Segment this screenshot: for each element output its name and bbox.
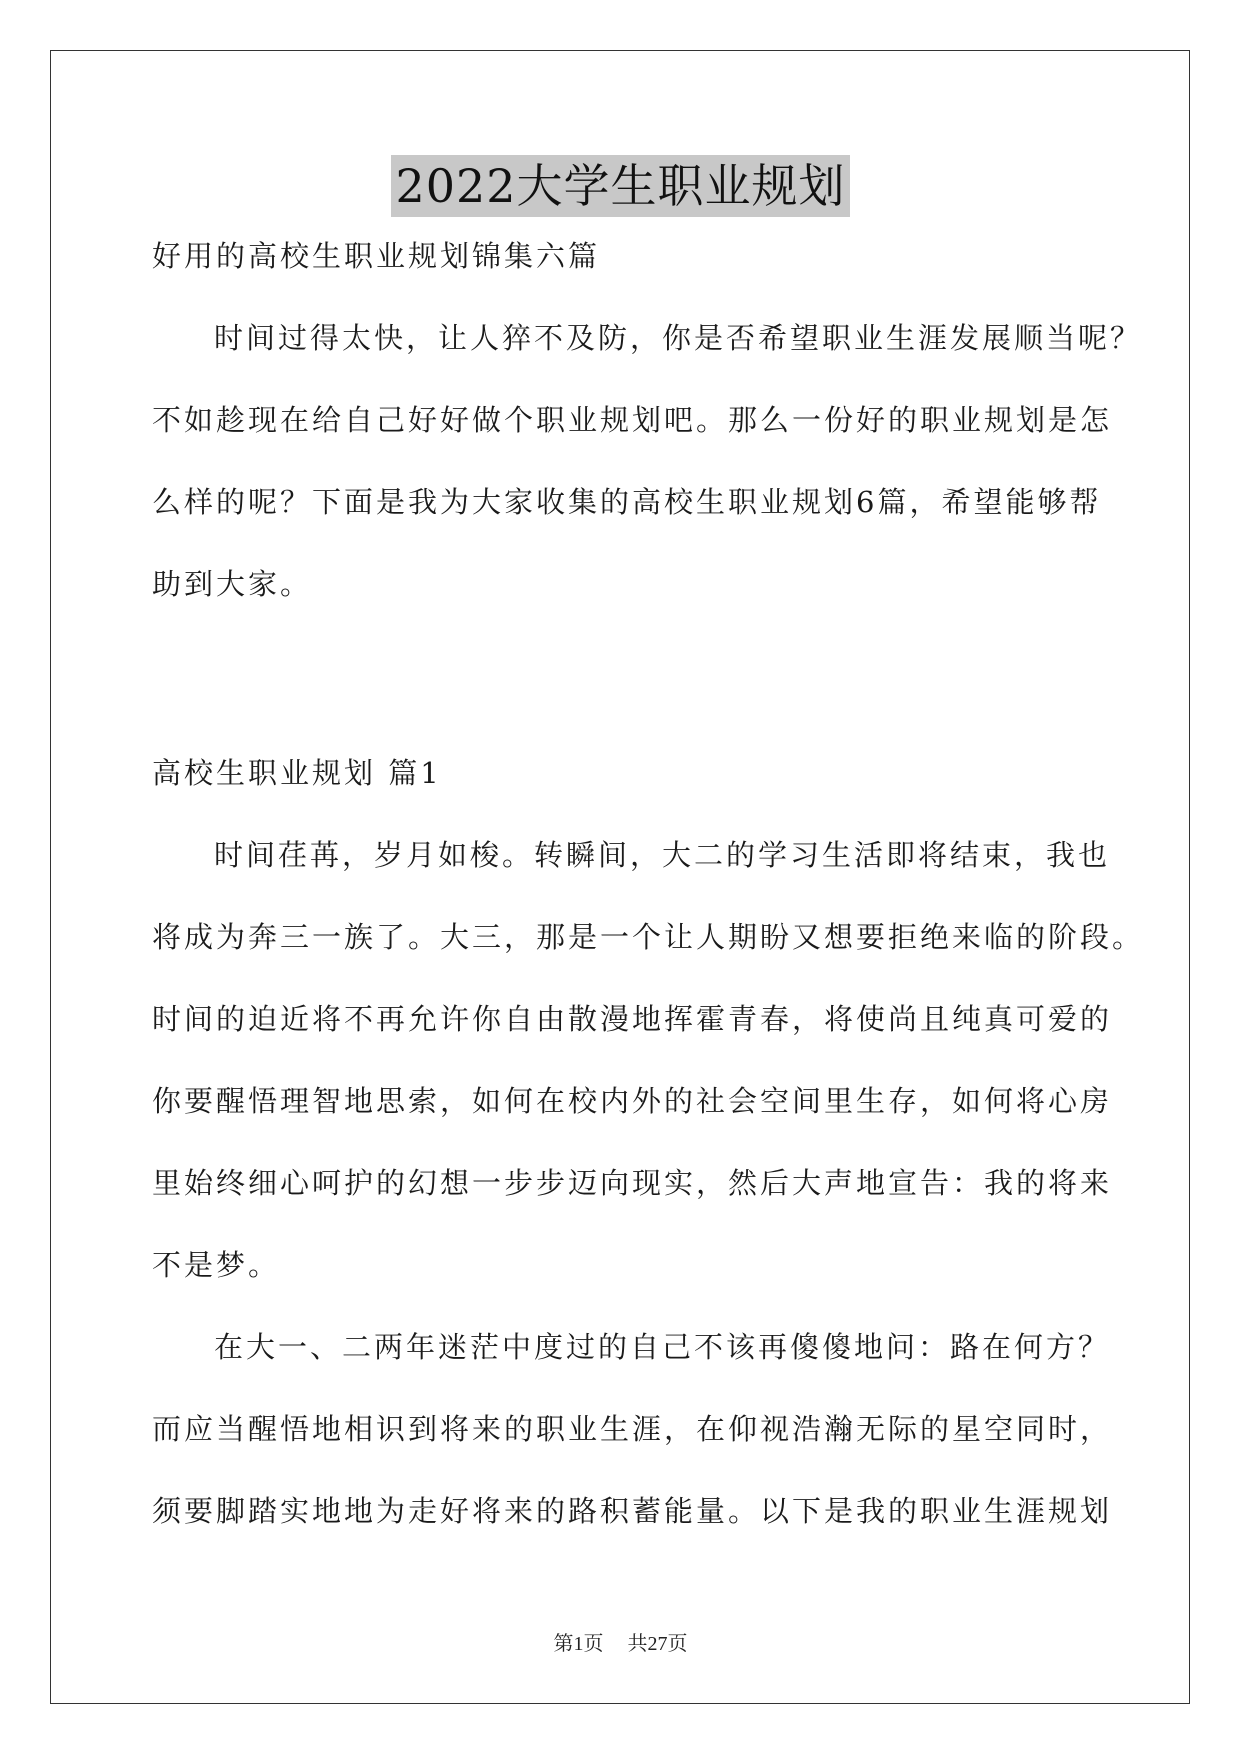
section-paragraph-2 (152, 1329, 1113, 1575)
paragraph-line: 须要脚踏实地地为走好将来的路积蓄能量。以下是我的职业生涯规划 (152, 1494, 1113, 1528)
paragraph-line: 在大一、二两年迷茫中度过的自己不该再傻傻地问：路在何方？ (214, 1330, 1111, 1364)
document-title: 2022大学生职业规划 (391, 155, 849, 217)
paragraph-line: 时间的迫近将不再允许你自由散漫地挥霍青春，将使尚且纯真可爱的 (152, 1002, 1113, 1036)
page-footer (0, 1627, 1241, 1656)
paragraph-line: 么样的呢？下面是我为大家收集的高校生职业规划6篇，希望能够帮 (152, 485, 1102, 519)
document-subtitle: 好用的高校生职业规划锦集六篇 (152, 239, 601, 273)
paragraph-line: 不是梦。 (152, 1248, 281, 1282)
intro-paragraph (152, 320, 1143, 648)
paragraph-line: 里始终细心呵护的幻想一步步迈向现实，然后大声地宣告：我的将来 (152, 1166, 1113, 1200)
paragraph-line: 你要醒悟理智地思索，如何在校内外的社会空间里生存，如何将心房 (152, 1084, 1113, 1118)
paragraph-line: 将成为奔三一族了。大三，那是一个让人期盼又想要拒绝来临的阶段。 (152, 920, 1145, 954)
paragraph-line: 时间荏苒，岁月如梭。转瞬间，大二的学习生活即将结束，我也 (214, 838, 1111, 872)
paragraph-line: 时间过得太快，让人猝不及防，你是否希望职业生涯发展顺当呢？ (214, 321, 1143, 355)
section-paragraph-1 (152, 837, 1145, 1329)
page-total: 共27页 (627, 1633, 688, 1655)
page-number: 第1页 (553, 1633, 604, 1655)
section-heading: 高校生职业规划 篇1 (152, 756, 442, 790)
paragraph-line: 不如趁现在给自己好好做个职业规划吧。那么一份好的职业规划是怎 (152, 403, 1113, 437)
title-container (0, 155, 1241, 217)
paragraph-line: 而应当醒悟地相识到将来的职业生涯，在仰视浩瀚无际的星空同时， (152, 1412, 1113, 1446)
paragraph-line: 助到大家。 (152, 567, 313, 601)
